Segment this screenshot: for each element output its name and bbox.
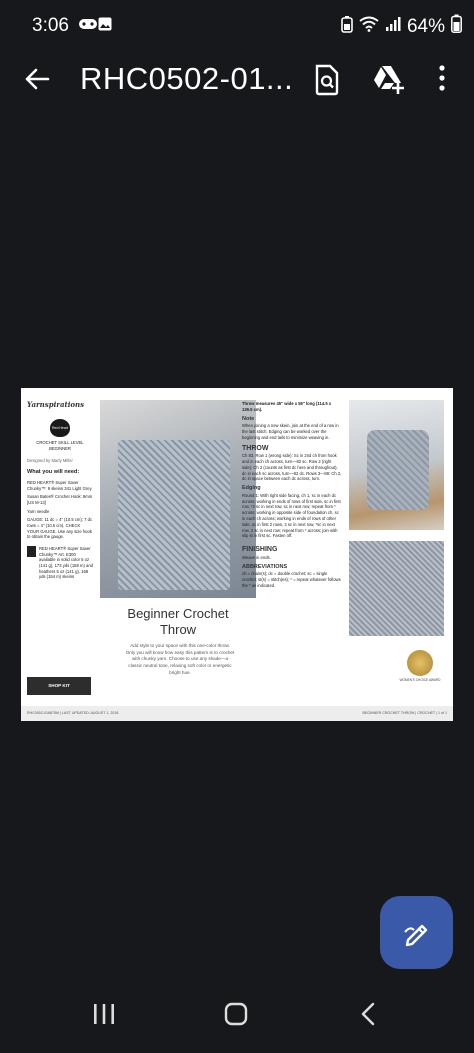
battery-level: 64% — [406, 15, 445, 37]
app-bar — [0, 50, 474, 110]
shop-kit-button[interactable]: SHOP KIT — [27, 677, 91, 695]
add-to-drive-icon[interactable] — [372, 64, 406, 99]
document-title: RHC0502-01... — [80, 61, 294, 96]
recent-apps-icon[interactable] — [93, 1002, 115, 1031]
pattern-title-line: Throw — [159, 621, 197, 637]
battery-icon — [451, 14, 462, 39]
measurements: Throw measures 45" wide x 55" long (114.5 x 139.5 cm). — [242, 401, 332, 412]
note-heading: Note — [242, 415, 255, 422]
pattern-title-line: Beginner Crochet — [127, 606, 229, 621]
yarn-weight-icon — [27, 546, 36, 557]
material-item: Yarn needle — [27, 508, 50, 514]
image-icon — [98, 17, 112, 36]
left-column — [27, 400, 93, 580]
status-time: 3:06 — [32, 15, 69, 36]
pattern-title — [100, 606, 256, 637]
throw-instructions: Ch 83. Row 1 (wrong side): Sc in 2nd ch from hook and in each ch across, turn—82 sc. Row 2 (right side): Ch 2 (counts as first dc here and throughout), dc in each sc across, turn—82 dc. Rows 3—89: Ch 2, dc in space between each dc across, turn. — [242, 453, 342, 482]
find-in-document-icon[interactable] — [313, 64, 341, 101]
footer-left: RHC0502-016875M | LAST UPDATED: AUGUST 1, 2018 — [27, 711, 119, 715]
abbreviations-text: ch = chain(s); dc = double crochet; sc = single crochet; st(s) = stitch(es); * = repeat whatever follows the * as indicated. — [242, 571, 341, 588]
yarn-note: RED HEART® Super Saver Chunky™ Art. E300 available in solid color 5 oz (141 g), 173 yds (158 m) and heathers 5 oz (141 g), 168 yds (154 m) skeins — [39, 546, 94, 580]
status-bar — [0, 0, 474, 50]
throw-heading: THROW — [242, 444, 269, 452]
back-arrow-icon[interactable] — [22, 64, 52, 99]
chair-photo — [349, 400, 444, 530]
edit-fab-button[interactable] — [380, 896, 453, 969]
edging-instructions: Round 1: With right side facing, ch 1, sc in each dc across; working in ends of rows of first side, sc in first row, *2 sc in next row, sc in next row; repeat from * across; working in opposite side of foundation ch, sc in each ch across; working in ends of rows of other side, sc in first 2 rows, 2 sc in next row, *sc in next row, 2 sc in next row; repeat from * across; join with slip st in first sc. Fasten off. — [242, 492, 341, 539]
gauge-text: GAUGE: 11 dc = 4" (10.5 cm); 7 dc rows = 4" (10.5 cm). CHECK YOUR GAUGE. Use any size hook to obtain the gauge. — [27, 517, 93, 540]
wifi-icon — [359, 16, 379, 38]
pattern-intro: Add style to your space with this one-color throw. Only you will know how easy this pattern is to crochet with chunky yarn. Choose to use any shade—a classic neutral tone, relaxing soft color or energetic bright hue. — [125, 643, 235, 675]
award-medal-icon — [407, 650, 433, 676]
navigation-bar — [0, 990, 474, 1053]
skill-level: CROCHET SKILL LEVEL BEGINNER — [36, 440, 84, 452]
designer-credit: Designed by Marly Miller — [27, 457, 73, 463]
award-badge — [394, 650, 446, 682]
finishing-text: Weave in ends. — [242, 554, 271, 560]
page-footer — [21, 706, 453, 721]
signal-icon — [385, 16, 401, 38]
pen-icon — [402, 918, 432, 953]
yarnspirations-logo: Yarnspirations — [27, 400, 85, 409]
abbreviations-heading: ABBREVIATIONS — [242, 563, 288, 570]
edging-heading: Edging — [242, 485, 261, 492]
back-nav-icon[interactable] — [360, 1002, 376, 1031]
instructions-column — [242, 401, 342, 589]
materials-heading: What you will need: — [27, 469, 80, 476]
material-item: Susan Bates® Crochet Hook: 9mm [US M-13] — [27, 494, 93, 506]
red-heart-logo: Red Heart — [50, 419, 70, 437]
footer-right: BEGINNER CROCHET THROW | CROCHET | 1 of 1 — [362, 711, 447, 715]
finishing-heading: FINISHING — [242, 546, 278, 554]
stitch-closeup-photo — [349, 541, 444, 636]
gamepad-icon — [78, 17, 98, 36]
pdf-page[interactable] — [21, 388, 453, 721]
note-text: When joining a new skein, join at the end of a row in the last stitch. Edging can be worked over the beginning and end tails to minimize weaving in. — [242, 423, 339, 440]
battery-saver-icon — [341, 15, 353, 39]
home-icon[interactable] — [224, 1002, 248, 1031]
material-item: RED HEART® Super Saver Chunky™: 9 skeins 341 Light Grey — [27, 480, 92, 491]
throw-photo — [100, 400, 256, 598]
more-options-icon[interactable] — [438, 64, 446, 97]
award-text: WOMEN'S CHOICE AWARD — [399, 678, 441, 682]
